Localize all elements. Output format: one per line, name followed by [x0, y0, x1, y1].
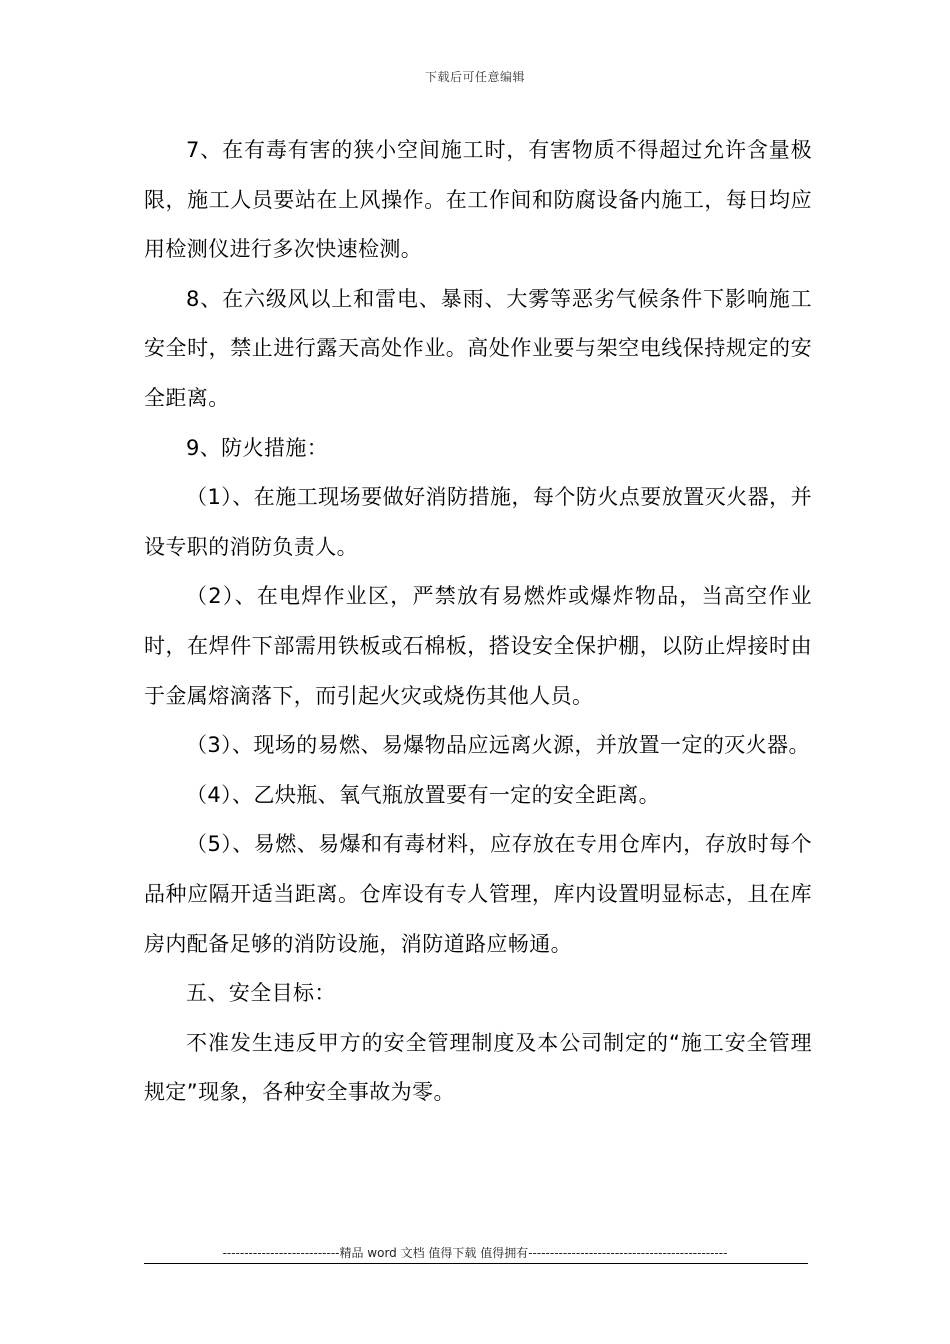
paragraph-fire-measure-4: （4）、乙炔瓶、氧气瓶放置要有一定的安全距离。 — [186, 782, 661, 807]
page-header: 下载后可任意编辑 — [424, 70, 525, 84]
paragraph-item-7: 7、在有毒有害的狭小空间施工时，有害物质不得超过允许含量极限，施工人员要站在上风操作。在工作间和防腐设备内施工，每日均应用检测仪进行多次快速检测。 — [144, 138, 812, 262]
page-footer: ---------------------------精品 word 文档 值得下载 值得拥有---------------------------------------------- — [222, 1246, 728, 1260]
paragraph-item-8: 8、在六级风以上和雷电、暴雨、大雾等恶劣气候条件下影响施工安全时，禁止进行露天高处作业。高处作业要与架空电线保持规定的安全距离。 — [144, 286, 812, 410]
section-heading-safety-goals: 五、安全目标： — [186, 981, 336, 1006]
paragraph-fire-measure-5: （5）、易燃、易爆和有毒材料，应存放在专用仓库内，存放时每个品种应隔开适当距离。仓库设有专人管理，库内设置明显标志，且在库房内配备足够的消防设施，消防道路应畅通。 — [144, 832, 812, 956]
paragraph-fire-measure-1: （1）、在施工现场要做好消防措施，每个防火点要放置灭火器，并设专职的消防负责人。 — [144, 485, 812, 559]
paragraph-fire-measure-2: （2）、在电焊作业区，严禁放有易燃炸或爆炸物品，当高空作业时，在焊件下部需用铁板或石棉板，搭设安全保护棚，以防止焊接时由于金属熔滴落下，而引起火灾或烧伤其他人员。 — [144, 584, 812, 708]
document-body — [144, 126, 812, 1118]
paragraph-safety-goals: 不准发生违反甲方的安全管理制度及本公司制定的“施工安全管理规定”现象，各种安全事故为零。 — [144, 1030, 812, 1105]
paragraph-fire-measure-3: （3）、现场的易燃、易爆物品应远离火源，并放置一定的灭火器。 — [186, 733, 810, 758]
paragraph-fire-measures-heading: 9、防火措施： — [186, 435, 329, 460]
